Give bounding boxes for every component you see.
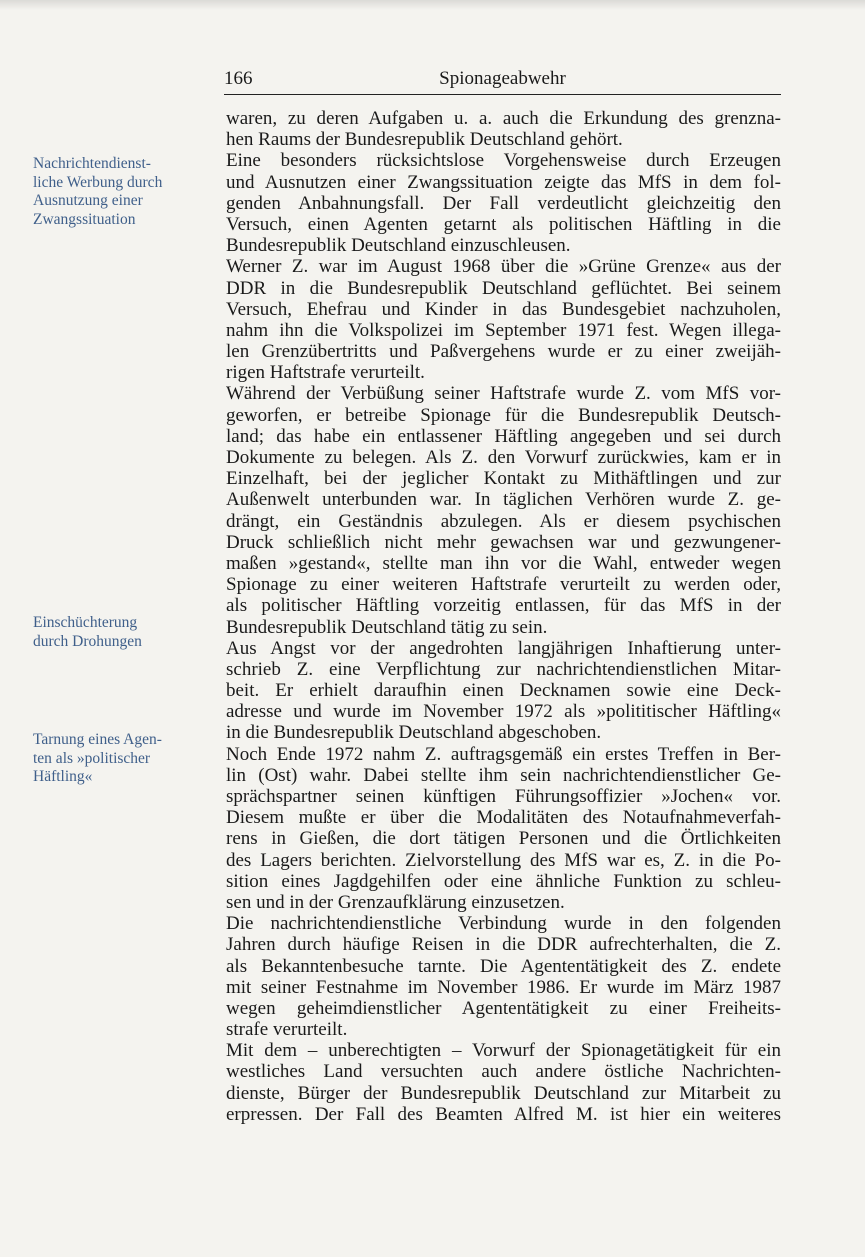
margin-note-recruitment: [33, 155, 198, 229]
margin-note-agent-disguise: [33, 731, 198, 787]
header-rule: [224, 94, 781, 95]
text-line: als Bekanntenbesuche tarnte. Die Agententätigkeit des Z. endete: [226, 955, 781, 977]
text-line: Während der Verbüßung seiner Haftstrafe wurde Z. vom MfS vor-: [226, 383, 781, 405]
page-number: 166: [224, 68, 253, 89]
text-line: als politischer Häftling vorzeitig entlassen, für das MfS in der: [226, 595, 781, 617]
text-line: Versuch, einen Agenten getarnt als politischen Häftling in die: [226, 213, 781, 235]
text-line: Einzelhaft, bei der jeglicher Kontakt zu Mithäftlingen und zur: [226, 468, 781, 490]
text-line: adresse und wurde im November 1972 als »polititischer Häftling«: [226, 701, 781, 723]
page-header: [224, 68, 781, 90]
margin-note-line: Einschüchterung durch Drohungen: [33, 614, 142, 650]
text-line: lin (Ost) wahr. Dabei stellte ihm sein nachrichtendienstlicher Ge-: [226, 764, 781, 786]
margin-note-intimidation: [33, 614, 198, 651]
text-line: Die nachrichtendienstliche Verbindung wurde in den folgenden: [226, 913, 781, 935]
text-line: und Ausnutzen einer Zwangssituation zeigte das MfS in dem fol-: [226, 171, 781, 193]
text-line: Spionage zu einer weiteren Haftstrafe verurteilt zu werden oder,: [226, 574, 781, 596]
text-line: Aus Angst vor der angedrohten langjährigen Inhaftierung unter-: [226, 637, 781, 659]
text-line: geworfen, er betreibe Spionage für die Bundesrepublik Deutsch-: [226, 404, 781, 426]
text-line: schrieb Z. eine Verpflichtung zur nachrichtendienstlichen Mitar-: [226, 658, 781, 680]
text-line: wegen geheimdienstlicher Agententätigkeit zu einer Freiheits-: [226, 997, 781, 1019]
text-line: strafe verurteilt.: [226, 1019, 348, 1041]
text-line: dienste, Bürger der Bundesrepublik Deutschland zur Mitarbeit zu: [226, 1082, 781, 1104]
text-line: sen und in der Grenzaufklärung einzusetzen.: [226, 891, 565, 913]
text-line: Versuch, Ehefrau und Kinder in das Bundesgebiet nachzuholen,: [226, 298, 781, 320]
text-line: waren, zu deren Aufgaben u. a. auch die Erkundung des grenzna-: [226, 108, 781, 129]
text-line: beit. Er erhielt daraufhin einen Decknamen sowie eine Deck-: [226, 680, 781, 702]
text-line: Werner Z. war im August 1968 über die »Grüne Grenze« aus der: [226, 256, 781, 278]
text-line: DDR in die Bundesrepublik Deutschland geflüchtet. Bei seinem: [226, 277, 781, 299]
text-line: Außenwelt unterbunden war. In täglichen Verhören wurde Z. ge-: [226, 489, 781, 511]
text-line: Druck schließlich nicht mehr gewachsen war und gezwungener-: [226, 531, 781, 553]
text-line: sprächspartner seinen künftigen Führungsoffizier »Jochen« vor.: [226, 786, 781, 807]
margin-note-line: Nachrichtendienst- liche Werbung durch Ausnutzung einer Zwangssituation: [33, 155, 163, 228]
text-line: Dokumente zu belegen. Als Z. den Vorwurf zurückwies, kam er in: [226, 447, 781, 468]
text-line: westliches Land versuchten auch andere östliche Nachrichten-: [226, 1061, 781, 1083]
text-line: Mit dem – unberechtigten – Vorwurf der Spionagetätigkeit für ein: [226, 1040, 781, 1062]
text-line: rens in Gießen, die dort tätigen Personen und die Örtlichkeiten: [226, 828, 781, 850]
text-line: in die Bundesrepublik Deutschland abgeschoben.: [226, 722, 602, 744]
text-line: nahm ihn die Volkspolizei im September 1971 fest. Wegen illega-: [226, 319, 781, 341]
scan-edge-shadow: [0, 0, 865, 10]
text-line: drängt, ein Geständnis abzulegen. Als er diesem psychischen: [226, 510, 781, 532]
text-line: Bundesrepublik Deutschland tätig zu sein.: [226, 616, 548, 638]
text-line: Diesem mußte er über die Modalitäten des Notaufnahmeverfah-: [226, 807, 781, 829]
text-line: Eine besonders rücksichtslose Vorgehensweise durch Erzeugen: [226, 150, 781, 172]
running-title: Spionageabwehr: [439, 68, 566, 89]
main-text-column: [226, 108, 781, 1125]
text-line: maßen »gestand«, stellte man ihn vor die Wahl, entweder wegen: [226, 552, 781, 574]
text-line: rigen Haftstrafe verurteilt.: [226, 362, 425, 384]
text-line: erpressen. Der Fall des Beamten Alfred M. ist hier ein weiteres: [226, 1103, 781, 1125]
margin-note-line: Tarnung eines Agen- ten als »politischer Häftling«: [33, 731, 162, 785]
text-line: Bundesrepublik Deutschland einzuschleusen.: [226, 235, 571, 257]
text-line: mit seiner Festnahme im November 1986. Er wurde im März 1987: [226, 976, 781, 998]
text-line: len Grenzübertritts und Paßvergehens wurde er zu einer zweijäh-: [226, 341, 781, 363]
text-line: Noch Ende 1972 nahm Z. auftragsgemäß ein erstes Treffen in Ber-: [226, 743, 781, 765]
text-line: Jahren durch häufige Reisen in die DDR aufrechterhalten, die Z.: [226, 934, 781, 956]
text-line: sition eines Jagdgehilfen oder eine ähnliche Funktion zu schleu-: [226, 870, 781, 892]
text-line: des Lagers berichten. Zielvorstellung des MfS war es, Z. in die Po-: [226, 849, 781, 871]
text-line: genden Anbahnungsfall. Der Fall verdeutlicht gleichzeitig den: [226, 192, 781, 214]
text-line: land; das habe ein entlassener Häftling angegeben und sei durch: [226, 425, 781, 447]
text-line: hen Raums der Bundesrepublik Deutschland gehört.: [226, 129, 623, 151]
